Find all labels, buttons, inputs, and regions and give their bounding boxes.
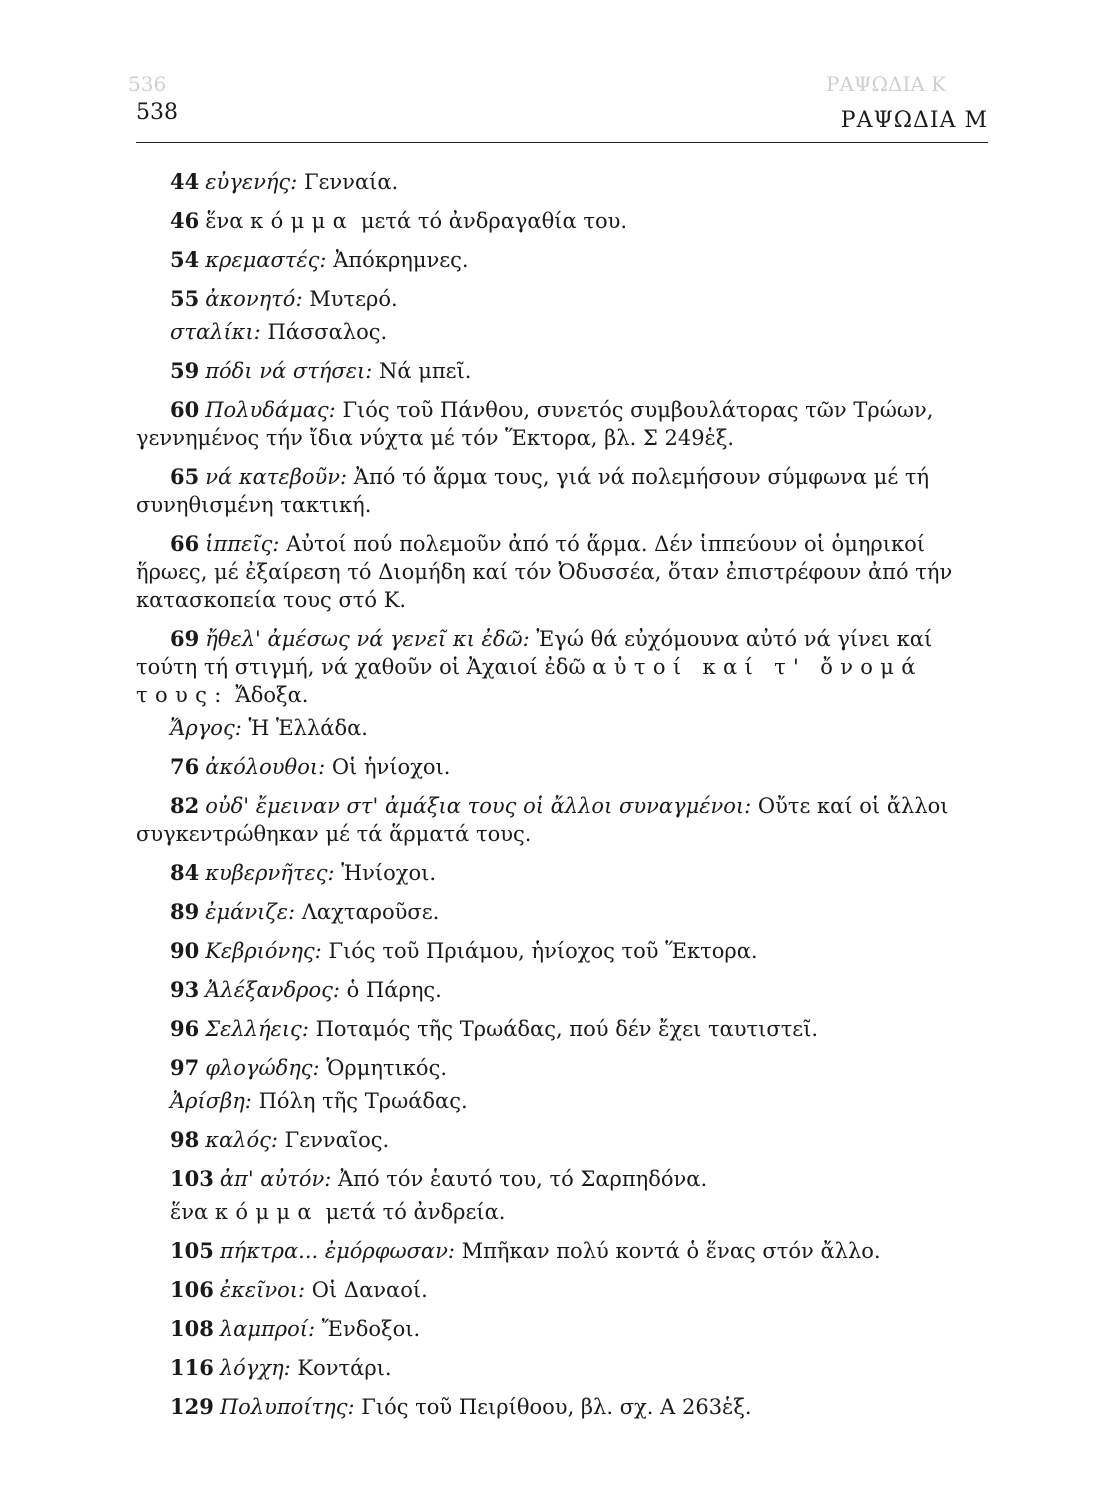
list-item: ἕνα κόμμα μετά τό ἀνδρεία. [170,1200,506,1224]
list-item: 98 καλός: Γενναῖος. [170,1127,390,1152]
list-item: σταλίκι: Πάσσαλος. [170,320,388,344]
list-item: 59 πόδι νά στήσει: Νά μπεῖ. [170,358,472,383]
list-item: 108 λαμπροί: Ἔνδοξοι. [170,1316,421,1341]
bleed-through-text: ΡΑΨΩΔΙΑ Κ [826,72,947,96]
list-item: 105 πήκτρα... ἐμόρφωσαν: Μπῆκαν πολύ κοντά ὁ ἕνας στόν ἄλλο. [170,1238,881,1263]
list-item: 46 ἕνα κόμμα μετά τό ἀνδραγαθία του. [170,208,628,233]
list-item: 90 Κεβριόνης: Γιός τοῦ Πριάμου, ἡνίοχος τοῦ Ἕκτορα. [170,938,758,963]
list-item: 60 Πολυδάμας: Γιός τοῦ Πάνθου, συνετός συμβουλάτορας τῶν Τρώων, γεννημένος τήν ἴδια νύχτα μέ τόν Ἕκτορα, βλ. Σ 249ἑξ. [136,397,934,450]
list-item: 82 οὐδ' ἔμειναν στ' ἀμάξια τους οἱ ἄλλοι συναγμένοι: Οὔτε καί οἱ ἄλλοι συγκεντρώθηκαν μέ τά ἅρματά τους. [136,793,949,846]
list-item: 103 ἀπ' αὐτόν: Ἀπό τόν ἑαυτό του, τό Σαρπηδόνα. [170,1166,708,1191]
list-item: Ἀρίσβη: Πόλη τῆς Τρωάδας. [170,1089,468,1113]
running-head: ΡΑΨΩΔΙΑ Μ [840,108,988,133]
list-item: 96 Σελλήεις: Ποταμός τῆς Τρωάδας, πού δέν ἔχει ταυτιστεῖ. [170,1016,819,1041]
list-item: 44 εὐγενής: Γενναία. [170,169,399,194]
list-item: 97 φλογώδης: Ὁρμητικός. [170,1055,448,1080]
commentary-list [136,168,988,1432]
header-rule [136,142,988,143]
list-item: 89 ἐμάνιζε: Λαχταροῦσε. [170,899,440,924]
list-item: 93 Ἀλέξανδρος: ὁ Πάρης. [170,977,442,1002]
list-item: 129 Πολυποίτης: Γιός τοῦ Πειρίθοου, βλ. σχ. Α 263ἑξ. [170,1394,752,1419]
list-item: 66 ἱππεῖς: Αὐτοί πού πολεμοῦν ἀπό τό ἅρμα. Δέν ἱππεύουν οἱ ὁμηρικοί ἥρωες, μέ ἐξαίρεση τό Διομήδη καί τόν Ὀδυσσέα, ὅταν ἐπιστρέφουν ἀπό τήν κατασκοπεία τους στό Κ. [136,531,953,612]
list-item: 65 νά κατεβοῦν: Ἀπό τό ἅρμα τους, γιά νά πολεμήσουν σύμφωνα μέ τή συνηθισμένη τακτική. [136,464,930,517]
list-item: 69 ἤθελ' ἀμέσως νά γενεῖ κι ἐδῶ: Ἐγώ θά εὐχόμουνα αὐτό νά γίνει καί τούτη τή στιγμή, νά χαθοῦν οἱ Ἀχαιοί ἐδῶ αὐτοί καί τ' ὄνομά τους: Ἄδοξα. [136,626,933,707]
list-item: Ἄργος: Ἡ Ἑλλάδα. [170,716,368,740]
list-item: 84 κυβερνῆτες: Ἡνίοχοι. [170,860,437,885]
list-item: 106 ἐκεῖνοι: Οἱ Δαναοί. [170,1277,428,1302]
bleed-through-text: 536 [128,72,167,96]
list-item: 55 ἀκονητό: Μυτερό. [170,286,398,311]
page-number: 538 [136,100,178,125]
page-header [136,100,988,136]
list-item: 54 κρεμαστές: Ἀπόκρημνες. [170,247,469,272]
list-item: 76 ἀκόλουθοι: Οἱ ἡνίοχοι. [170,754,451,779]
list-item: 116 λόγχη: Κοντάρι. [170,1355,392,1380]
